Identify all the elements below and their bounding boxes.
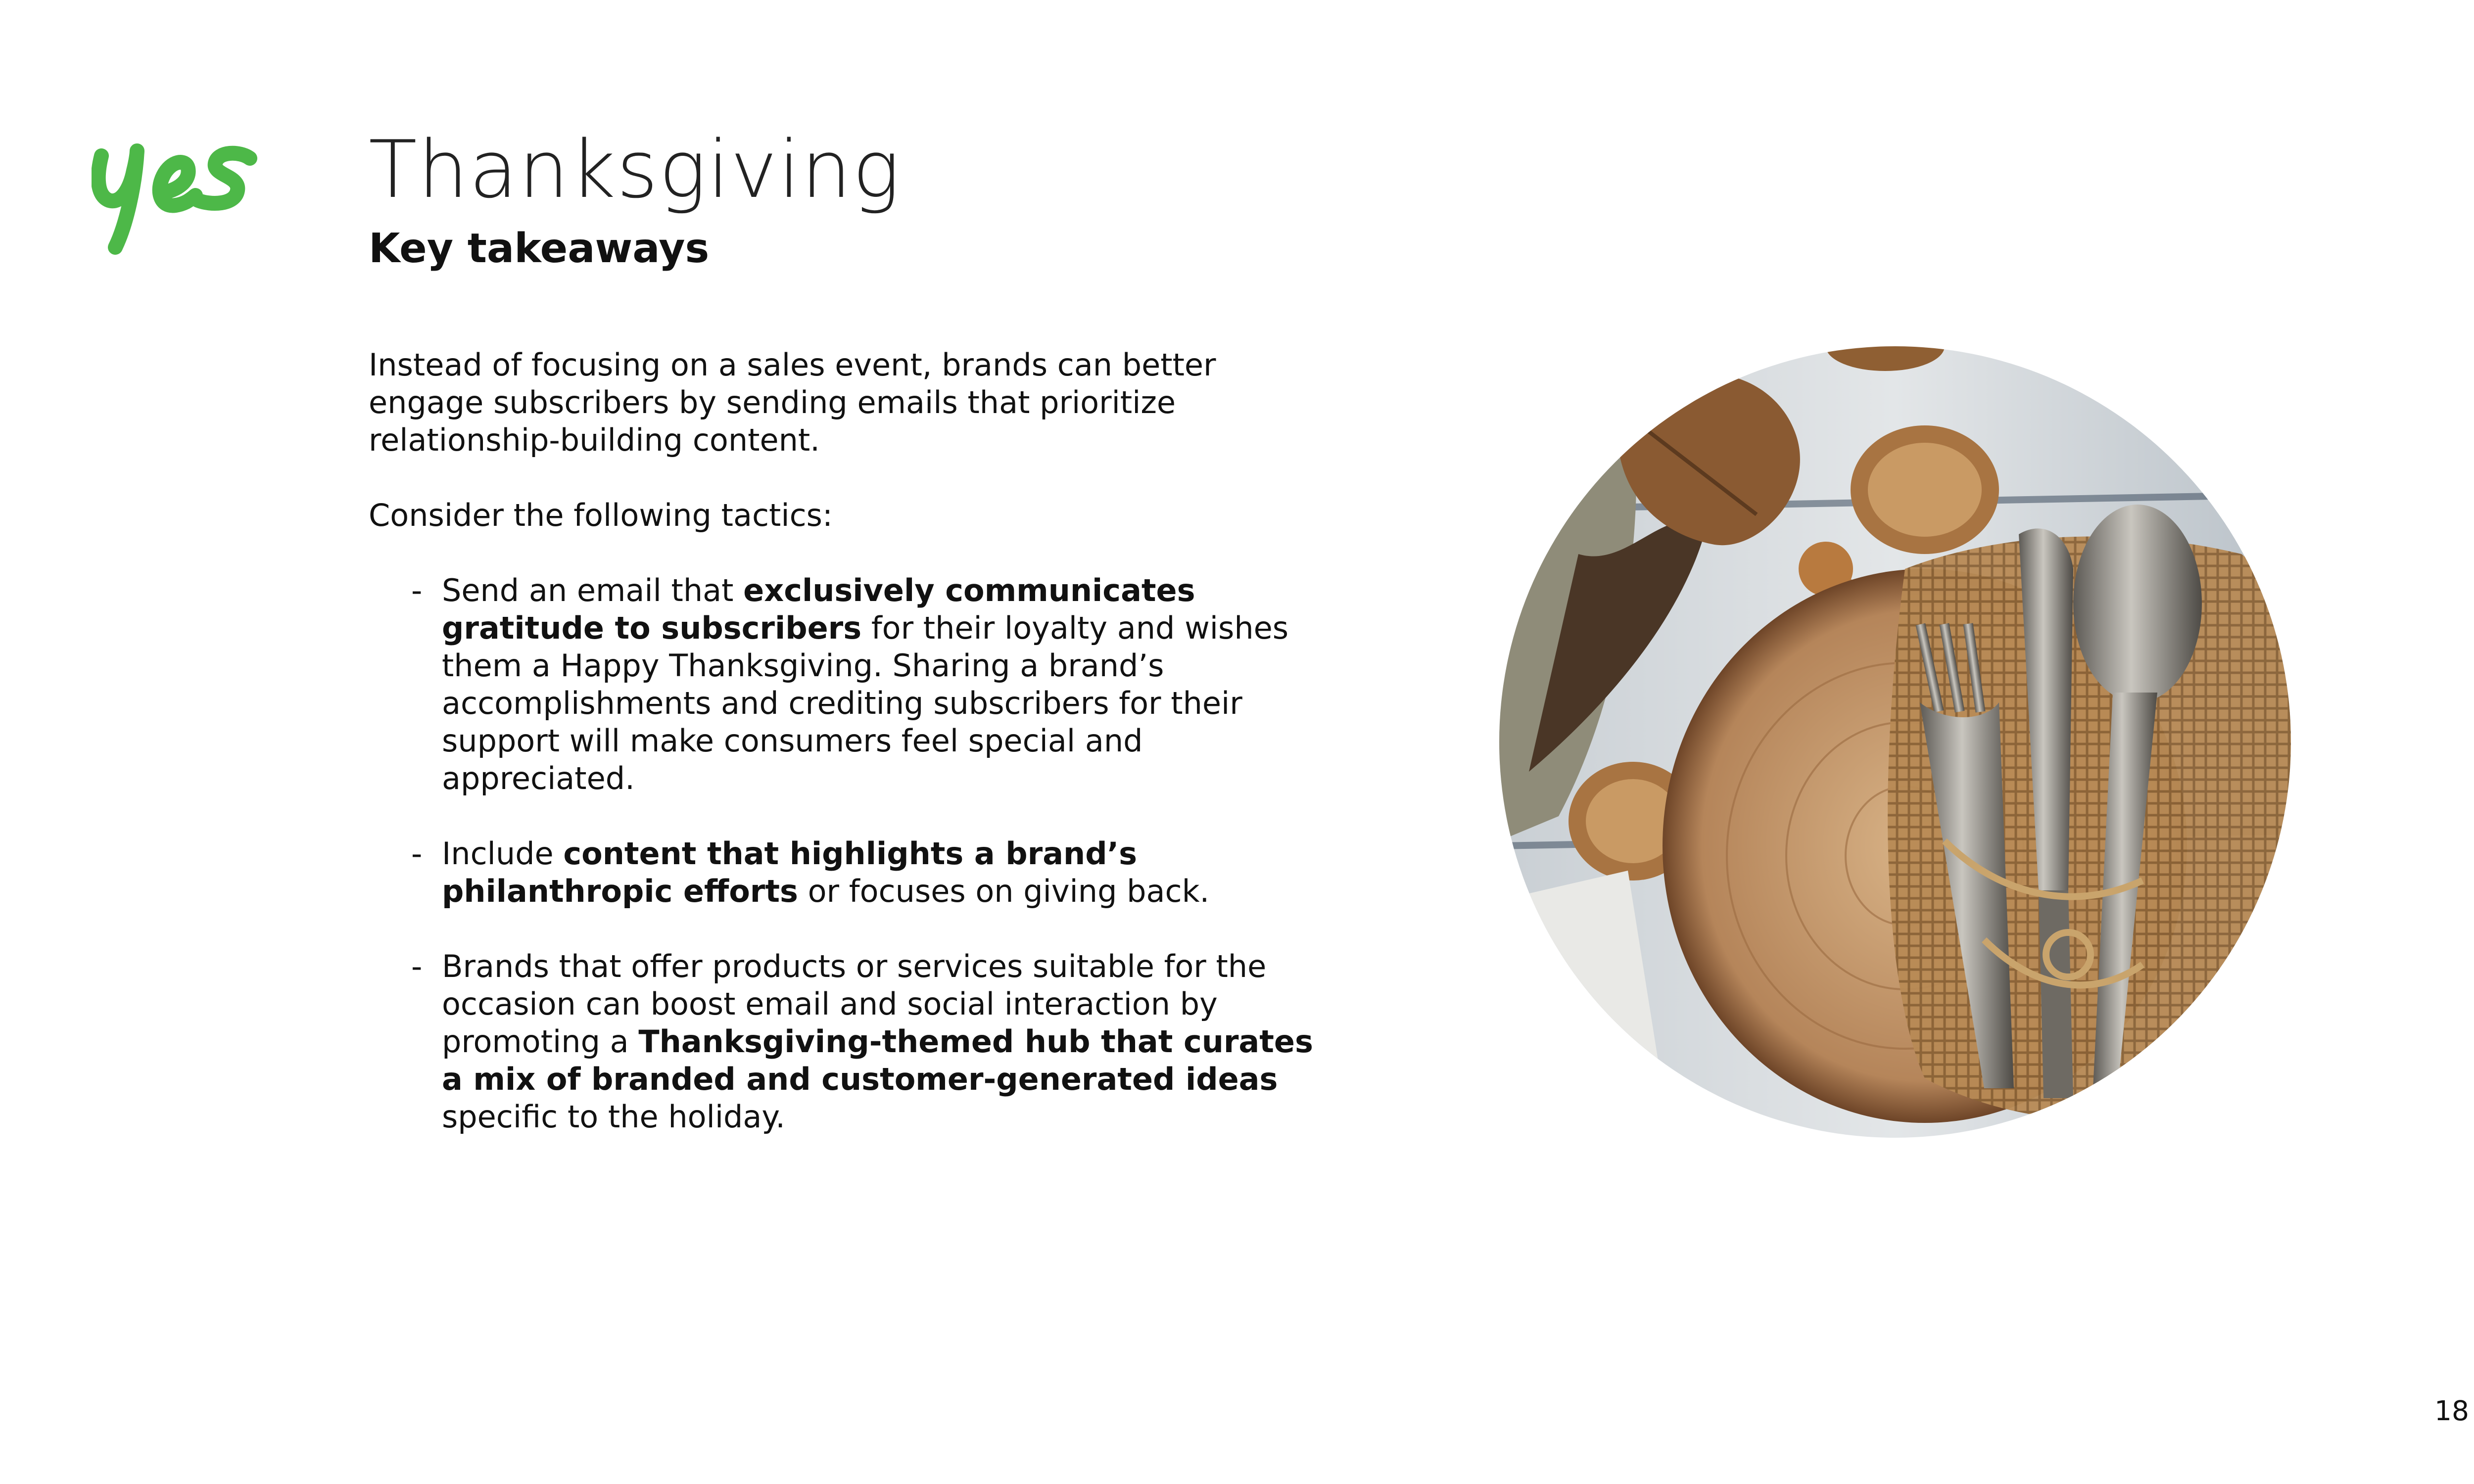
dash-bullet: - [411, 572, 423, 608]
slide-subtitle: Key takeaways [369, 225, 710, 272]
tactics-lead: Consider the following tactics: [369, 497, 833, 533]
highlight-text: Thanksgiving-themed hub that curates a mix of branded and customer-generated ideas [442, 1023, 1313, 1097]
list-item: - Include content that highlights a brand’s philanthropic efforts or focuses on giving back. [411, 835, 1210, 909]
thanksgiving-cutlery-photo [1499, 346, 2291, 1138]
body-text [369, 346, 1338, 1173]
slide-title: Thanksgiving [369, 123, 901, 216]
page-number: 18 [2434, 1395, 2469, 1427]
dash-bullet: - [411, 835, 423, 872]
tactics-list [369, 572, 1338, 1136]
list-item: - Brands that offer products or services suitable for the occasion can boost email and social interaction by promoting a Thanksgiving-themed hub that curates a mix of branded and customer-generated ideas specific to the holiday. [411, 948, 1313, 1135]
intro-paragraph: Instead of focusing on a sales event, brands can better engage subscribers by sending emails that prioritize relationship-building content. [369, 347, 1216, 458]
yes-logo [92, 141, 260, 260]
highlight-text: exclusively communicates gratitude to subscribers [442, 572, 1195, 646]
list-item: - Send an email that exclusively communicates gratitude to subscribers for their loyalty and wishes them a Happy Thanksgiving. Sharing a brand’s accomplishments and crediting subscribers for their support will make consumers feel special and appreciated. [411, 572, 1289, 796]
highlight-text: content that highlights a brand’s philanthropic efforts [442, 835, 1138, 909]
dash-bullet: - [411, 948, 423, 984]
